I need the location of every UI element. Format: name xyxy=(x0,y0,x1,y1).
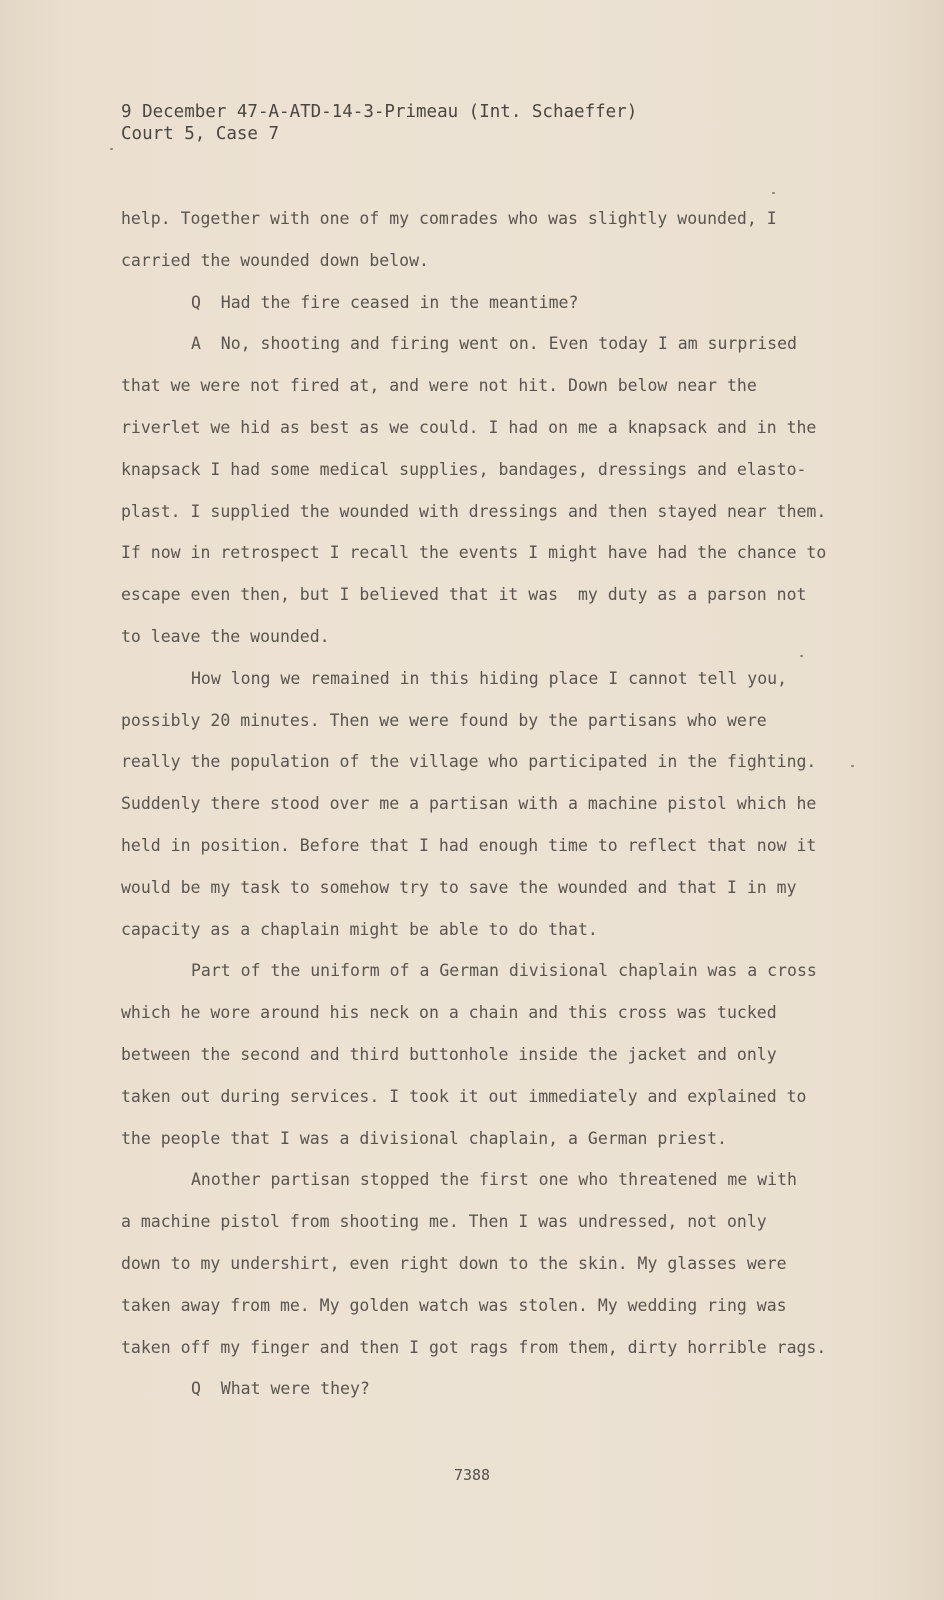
text-line: possibly 20 minutes. Then we were found by the partisans who were xyxy=(121,710,767,730)
text-line: would be my task to somehow try to save the wounded and that I in my xyxy=(121,877,797,897)
text-line: riverlet we hid as best as we could. I had on me a knapsack and in the xyxy=(121,417,817,437)
text-line: really the population of the village who participated in the fighting. xyxy=(121,752,817,772)
paragraph-start-line: How long we remained in this hiding place I cannot tell you, xyxy=(191,668,788,688)
question-line: Q What were they? xyxy=(191,1379,370,1399)
text-line: held in position. Before that I had enough time to reflect that now it xyxy=(121,835,817,855)
text-line: a machine pistol from shooting me. Then I was undressed, not only xyxy=(121,1212,767,1232)
transcript-body xyxy=(121,208,861,1420)
text-line: capacity as a chaplain might be able to do that. xyxy=(121,919,598,939)
text-line: taken away from me. My golden watch was stolen. My wedding ring was xyxy=(121,1295,787,1315)
text-line: knapsack I had some medical supplies, bandages, dressings and elasto- xyxy=(121,459,807,479)
page-number: 7388 xyxy=(453,1466,491,1484)
text-line: between the second and third buttonhole inside the jacket and only xyxy=(121,1044,777,1064)
answer-line: A No, shooting and firing went on. Even today I am surprised xyxy=(191,334,797,354)
paragraph-start-line: Another partisan stopped the first one who threatened me with xyxy=(191,1170,797,1190)
paper-speck xyxy=(851,765,854,767)
paper-speck xyxy=(800,655,803,657)
paragraph-start-line: Part of the uniform of a German divisional chaplain was a cross xyxy=(191,961,817,981)
header-line-date-reference: 9 December 47-A-ATD-14-3-Primeau (Int. Schaeffer) xyxy=(121,102,638,122)
paper-speck xyxy=(772,192,775,194)
text-line: escape even then, but I believed that it was my duty as a parson not xyxy=(121,585,807,605)
text-line: the people that I was a divisional chaplain, a German priest. xyxy=(121,1128,727,1148)
paper-speck xyxy=(110,148,113,150)
document-header xyxy=(121,101,637,145)
question-line: Q Had the fire ceased in the meantime? xyxy=(191,292,579,312)
text-line: that we were not fired at, and were not hit. Down below near the xyxy=(121,376,757,396)
text-line: Suddenly there stood over me a partisan with a machine pistol which he xyxy=(121,794,817,814)
text-line: plast. I supplied the wounded with dressings and then stayed near them. xyxy=(121,501,827,521)
header-line-court-case: Court 5, Case 7 xyxy=(121,124,280,144)
text-line: down to my undershirt, even right down to the skin. My glasses were xyxy=(121,1253,787,1273)
text-line: to leave the wounded. xyxy=(121,626,330,646)
text-line: taken off my finger and then I got rags from them, dirty horrible rags. xyxy=(121,1337,827,1357)
text-line: taken out during services. I took it out immediately and explained to xyxy=(121,1086,807,1106)
text-line: carried the wounded down below. xyxy=(121,250,429,270)
text-line: If now in retrospect I recall the events I might have had the chance to xyxy=(121,543,827,563)
text-line: which he wore around his neck on a chain and this cross was tucked xyxy=(121,1003,777,1023)
text-line: help. Together with one of my comrades who was slightly wounded, I xyxy=(121,209,777,228)
